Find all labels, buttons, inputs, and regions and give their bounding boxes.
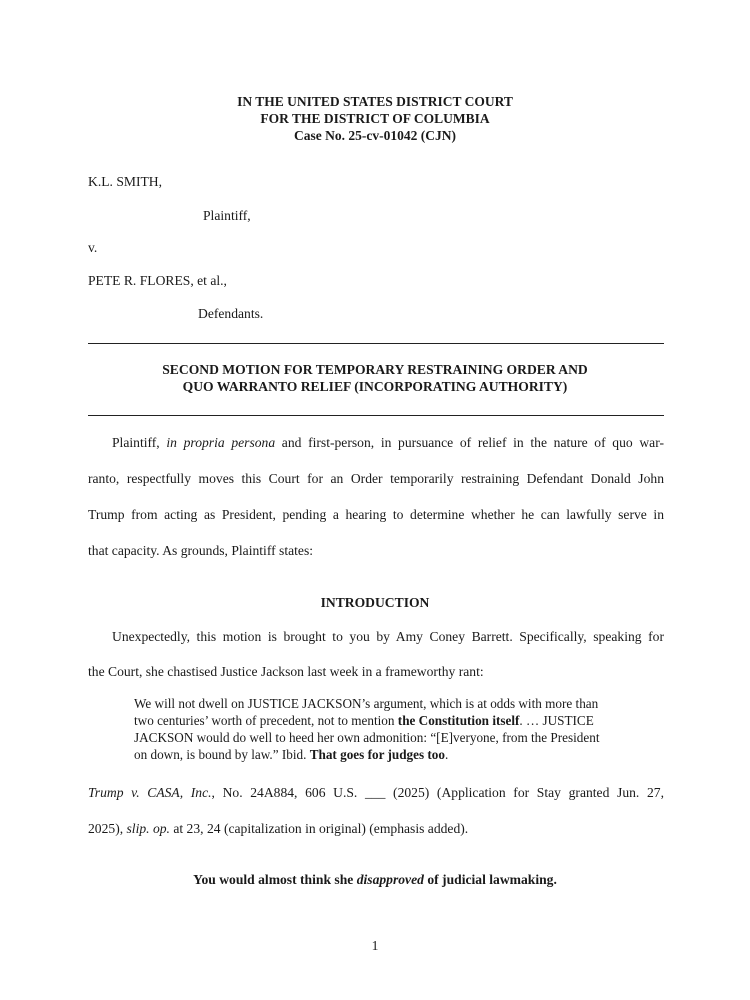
defendant-role: Defendants.: [198, 306, 264, 321]
citation-line2: 2025), slip. op. at 23, 24 (capitalization in original) (emphasis added).: [88, 821, 469, 836]
plaintiff-role: Plaintiff,: [203, 208, 251, 223]
motion-title-line1: SECOND MOTION FOR TEMPORARY RESTRAINING ORDER AND: [162, 362, 588, 377]
quote-line4: on down, is bound by law.” Ibid. That goes for judges too.: [134, 747, 449, 762]
motion-title-line2: QUO WARRANTO RELIEF (INCORPORATING AUTHORITY): [182, 379, 568, 394]
opening-line3: Trump from acting as President, pending a hearing to determine whether he can lawfully serve in: [88, 507, 664, 522]
introduction-heading: INTRODUCTION: [320, 595, 430, 610]
versus: v.: [88, 240, 98, 255]
quote-line3: JACKSON would do well to heed her own admonition: “[E]veryone, from the President: [134, 730, 600, 745]
plaintiff-name: K.L. SMITH,: [88, 174, 163, 189]
intro-line2: the Court, she chastised Justice Jackson last week in a frameworthy rant:: [88, 664, 484, 679]
citation-line1: Trump v. CASA, Inc., No. 24A884, 606 U.S. ___ (2025) (Application for Stay granted Jun. 27,: [88, 785, 664, 800]
court-name-line1: IN THE UNITED STATES DISTRICT COURT: [237, 94, 513, 109]
quote-line1: We will not dwell on JUSTICE JACKSON’s argument, which is at odds with more than: [134, 696, 599, 711]
opening-line1: Plaintiff, in propria persona and first-person, in pursuance of relief in the nature of quo war-: [112, 435, 664, 450]
page-number: 1: [371, 938, 379, 953]
closing-remark: You would almost think she disapproved of judicial lawmaking.: [193, 872, 557, 887]
latin-phrase: in propria persona: [166, 435, 276, 450]
quote-line2: two centuries’ worth of precedent, not to mention the Constitution itself. … JUSTICE: [134, 713, 594, 728]
intro-line1: Unexpectedly, this motion is brought to you by Amy Coney Barrett. Specifically, speaking for: [112, 629, 664, 644]
case-name: Trump v. CASA, Inc.: [88, 785, 212, 800]
emphasis-judges: That goes for judges too: [309, 747, 445, 762]
bottom-rule: [88, 415, 664, 416]
court-name-line2: FOR THE DISTRICT OF COLUMBIA: [260, 111, 490, 126]
defendant-name: PETE R. FLORES, et al.,: [88, 273, 227, 288]
top-rule: [88, 343, 664, 344]
opening-line4: that capacity. As grounds, Plaintiff states:: [88, 543, 314, 558]
emphasis-constitution: the Constitution itself: [397, 713, 520, 728]
case-number: Case No. 25-cv-01042 (CJN): [294, 128, 456, 143]
opening-line2: ranto, respectfully moves this Court for an Order temporarily restraining Defendant Donald John: [88, 471, 664, 486]
